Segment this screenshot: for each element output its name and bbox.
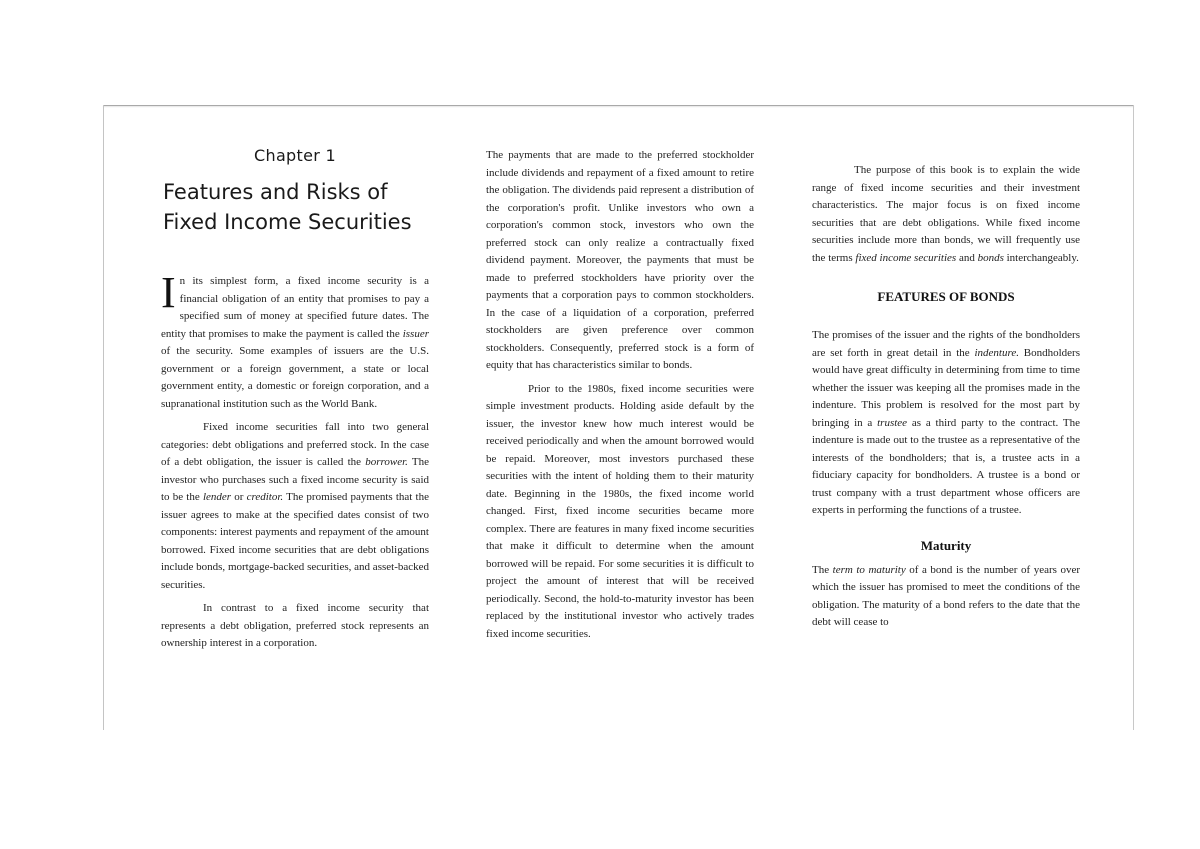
chapter-title-line-2: Fixed Income Securities [163,210,412,234]
indenture-text-b: Bondholders would have great difficulty in determining from time to time whether the issuer was keeping all the promises made in the indenture. This problem is resolved for the most part by bringing in a [812,346,1080,429]
maturity-paragraph [812,562,1080,632]
term-issuer: issuer [402,327,429,340]
term-lender: lender [202,491,232,503]
categories-text-b: The investor who purchases such a fixed income security is said to be the [161,456,430,503]
term-indenture: indenture. [974,346,1019,359]
term-bonds: bonds [977,251,1004,264]
purpose-text-b: and [956,251,978,264]
term-trustee: trustee [877,416,908,429]
term-borrower: borrower. [365,456,408,468]
term-term-to-maturity: term to maturity [832,563,906,576]
purpose-text-a: The purpose of this book is to explain the wide range of fixed income securities and their investment characteristics. The major focus is on fixed income securities that are debt obligations. While fixed income securities include more than bonds, we will frequently use the terms [812,164,1080,264]
term-creditor: creditor. [246,491,284,503]
subheading-maturity: Maturity [920,537,972,553]
intro-paragraph [161,268,429,413]
section-heading-features-of-bonds: FEATURES OF BONDS [877,289,1015,304]
preferred-payments-paragraph: The payments that are made to the preferred stockholder include dividends and repayment of a fixed amount to retire the obligation. The dividends paid represent a distribution of the corporation's profit. Unlike investors who own a corporation's common stock, investors who own the preferred stock can only realize a contractually fixed dividend payment. Moreover, the payments that must be made to preferred stockholders have priority over the payments that a corporation pays to common stockholders. In the case of a liquidation of a corporation, preferred stockholders are given preference over common stockholders. Consequently, preferred stock is a form of equity that has characteristics similar to bonds. [486,149,754,371]
term-fixed-income-securities: fixed income securities [855,251,957,264]
preferred-stock-paragraph: In contrast to a fixed income security that represents a debt obligation, preferred stock represents an ownership interest in a corporation. [161,602,429,649]
page-frame-right-edge [1133,105,1134,730]
chapter-label: Chapter 1 [254,146,336,165]
chapter-title [163,177,429,237]
column-3 [812,162,1080,632]
categories-text-c: or [231,491,247,503]
drop-cap: I [161,268,176,317]
categories-text-a: Fixed income securities fall into two general categories: debt obligations and preferred stock. In the case of a debt obligation, the issuer is called the [161,421,429,468]
indenture-paragraph [812,327,1080,520]
page-frame-top-edge [103,105,1134,106]
categories-text-d: The promised payments that the issuer agrees to make at the specified dates consist of two components: interest payments and repayment of the amount borrowed. Fixed income securities that are debt obligations include bonds, mortgage-backed securities, and asset-backed securities. [161,491,429,591]
chapter-title-line-1: Features and Risks of [163,180,388,204]
categories-paragraph [161,419,429,594]
indenture-text-a: The promises of the issuer and the rights of the bondholders are set forth in great detail in the [812,329,1080,359]
indenture-text-c: as a third party to the contract. The indenture is made out to the trustee as a representative of the interests of the bondholders; that is, a trustee acts in a fiduciary capacity for bondholders. A trustee is a bond or trust company with a trust department whose officers are experts in performing the functions of a trustee. [812,416,1080,516]
column-2 [486,147,754,643]
purpose-paragraph [812,162,1080,267]
intro-text-tail: of the security. Some examples of issuers are the U.S. government or a foreign government, a state or local government entity, a domestic or foreign corporation, and a supranational institution such as the World Bank. [161,345,429,410]
purpose-text-c: interchangeably. [1003,251,1079,264]
history-paragraph: Prior to the 1980s, fixed income securities were simple investment products. Holding aside default by the issuer, the investor knew how much interest would be received periodically and when the amount borrowed would be repaid. Moreover, most investors purchased these securities with the intent of holding them to their maturity date. Beginning in the 1980s, the fixed income world changed. First, fixed income securities became more complex. There are features in many fixed income securities that make it difficult to determine when the amount borrowed will be repaid. For some securities it is difficult to project the amount of interest that will be received periodically. Second, the hold-to-maturity investor has been replaced by the institutional investor who actively trades fixed income securities. [486,382,754,640]
maturity-text-a: The [812,563,833,576]
maturity-text-b: of a bond is the number of years over which the issuer has promised to meet the conditions of the obligation. The maturity of a bond refers to the date that the debt will cease to [812,563,1080,628]
page-frame-left-edge [103,105,104,730]
intro-text-lead: n its simplest form, a fixed income security is a financial obligation of an entity that promises to pay a specified sum of money at specified future dates. The entity that promises to make the payment is called the [161,275,429,340]
column-1 [161,146,429,653]
